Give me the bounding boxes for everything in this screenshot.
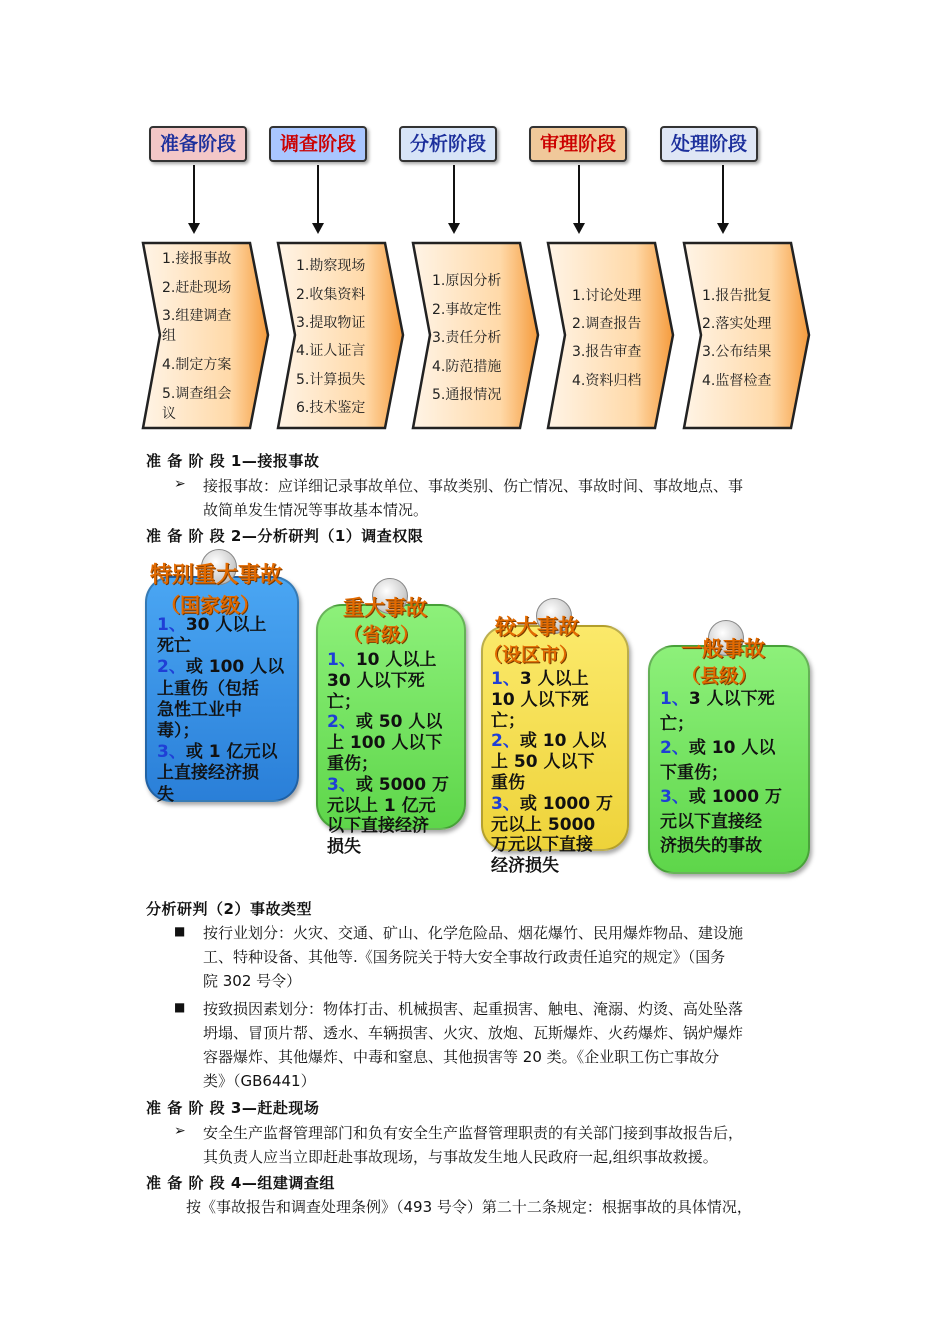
level-subtitle: （国家级） bbox=[160, 593, 260, 617]
level-title: 特别重大事故 bbox=[150, 563, 283, 588]
paragraph-line: 坍塌、冒顶片帮、透水、车辆损害、火灾、放炮、瓦斯爆炸、火药爆炸、锅炉爆炸 bbox=[203, 1024, 744, 1042]
stage-item: 1.勘察现场 bbox=[296, 258, 366, 274]
stage-header-analyze: 分析阶段 bbox=[399, 126, 497, 162]
level-condition-line: 济损失的事故 bbox=[660, 836, 762, 856]
level-condition-line: 3、或 1000 万 bbox=[491, 793, 613, 814]
level-condition-line: 1、30 人以上 bbox=[157, 615, 267, 635]
level-title: 重大事故 bbox=[343, 596, 427, 620]
level-condition-line: 上 50 人以下 bbox=[491, 752, 595, 773]
level-condition-line: 2、或 50 人以 bbox=[327, 712, 443, 733]
stage-header-review: 审理阶段 bbox=[529, 126, 627, 162]
paragraph-line: 按行业划分：火灾、交通、矿山、化学危险品、烟花爆竹、民用爆炸物品、建设施 bbox=[203, 924, 744, 942]
stage-header-investigate: 调查阶段 bbox=[269, 126, 367, 162]
level-condition-line: 3、或 1000 万 bbox=[660, 787, 782, 807]
level-condition-line: 3、或 1 亿元以 bbox=[157, 742, 278, 763]
level-condition-line: 2、或 10 人以 bbox=[491, 731, 607, 752]
paragraph-line: 类》（GB6441） bbox=[203, 1072, 316, 1090]
stage-item: 4.证人证言 bbox=[296, 343, 366, 359]
level-condition-line: 上 100 人以下 bbox=[327, 733, 443, 754]
level-condition-line: 3、或 5000 万 bbox=[327, 774, 449, 795]
level-condition-line: 亡； bbox=[491, 710, 525, 731]
paragraph-line: 按致损因素划分：物体打击、机械损害、起重损害、触电、淹溺、灼烫、高处坠落 bbox=[203, 1000, 744, 1018]
stage-header-handle: 处理阶段 bbox=[660, 126, 758, 162]
level-condition-line: 1、3 人以下死 bbox=[660, 689, 775, 709]
level-condition-line: 亡； bbox=[327, 691, 361, 712]
stage-item: 6.技术鉴定 bbox=[296, 400, 366, 416]
stage-item: 2.赶赴现场 bbox=[162, 280, 232, 296]
stage-item: 3.公布结果 bbox=[702, 344, 772, 360]
level-condition-line: 元以上 5000 bbox=[491, 814, 596, 835]
level-title: 较大事故 bbox=[495, 615, 579, 639]
level-condition-line: 2、或 100 人以 bbox=[157, 657, 285, 678]
stage-item: 2.调查报告 bbox=[572, 316, 642, 332]
section-heading: 准 备 阶 段 4—组建调查组 bbox=[146, 1174, 335, 1192]
level-condition-line: 元以下直接经 bbox=[660, 811, 762, 832]
stage-item: 5.通报情况 bbox=[432, 387, 502, 403]
level-condition-line: 2、或 10 人以 bbox=[660, 738, 776, 758]
level-condition-line: 10 人以下死 bbox=[491, 689, 589, 710]
stage-item: 4.制定方案 bbox=[162, 357, 232, 373]
stage-item: 1.原因分析 bbox=[432, 273, 502, 289]
paragraph-line: 安全生产监督管理部门和负有安全生产监督管理职责的有关部门接到事故报告后， bbox=[203, 1124, 744, 1142]
level-condition-line: 下重伤； bbox=[660, 762, 728, 783]
level-condition-line: 以下直接经济 bbox=[327, 816, 429, 837]
stage-item: 4.资料归档 bbox=[572, 373, 642, 389]
stage-item: 4.防范措施 bbox=[432, 359, 502, 375]
level-title: 一般事故 bbox=[681, 637, 765, 661]
stage-item: 2.落实处理 bbox=[702, 316, 772, 332]
section-heading: 准 备 阶 段 1—接报事故 bbox=[146, 452, 320, 470]
level-subtitle: （县级） bbox=[681, 665, 758, 687]
paragraph-line: 其负责人应当立即赶赴事故现场，与事故发生地人民政府一起,组织事故救援。 bbox=[203, 1148, 718, 1166]
stage-item: 3.报告审查 bbox=[572, 344, 642, 360]
paragraph-line: 接报事故：应详细记录事故单位、事故类别、伤亡情况、事故时间、事故地点、事 bbox=[203, 477, 744, 495]
stage-item: 5.计算损失 bbox=[296, 372, 366, 388]
stage-item: 组 bbox=[162, 328, 176, 344]
stage-item: 2.收集资料 bbox=[296, 287, 366, 303]
stage-item: 1.报告批复 bbox=[702, 288, 772, 304]
paragraph-line: 故简单发生情况等事故基本情况。 bbox=[203, 501, 429, 519]
paragraph-line: 工、特种设备、其他等.《国务院关于特大安全事故行政责任追究的规定》（国务 bbox=[203, 948, 726, 966]
level-condition-line: 毒）； bbox=[157, 721, 200, 741]
stage-item: 3.组建调查 bbox=[162, 308, 232, 324]
section-heading: 分析研判（2）事故类型 bbox=[146, 900, 312, 918]
stage-header-prepare: 准备阶段 bbox=[149, 126, 247, 162]
chevron-review bbox=[548, 243, 673, 428]
level-condition-line: 1、3 人以上 bbox=[491, 669, 589, 689]
arrow-bullet-icon: ➢ bbox=[174, 1123, 186, 1139]
paragraph-line: 院 302 号令） bbox=[203, 972, 302, 990]
level-condition-line: 失 bbox=[157, 784, 174, 805]
level-condition-line: 重伤； bbox=[327, 754, 378, 774]
stage-item: 1.讨论处理 bbox=[572, 288, 642, 304]
level-condition-line: 急性工业中 bbox=[157, 699, 242, 720]
level-condition-line: 上直接经济损 bbox=[157, 763, 259, 784]
level-condition-line: 30 人以下死 bbox=[327, 670, 425, 691]
chevron-handle bbox=[684, 243, 809, 428]
section-heading: 准 备 阶 段 3—赶赴现场 bbox=[146, 1099, 320, 1117]
level-condition-line: 亡； bbox=[660, 713, 694, 734]
stage-item: 1.接报事故 bbox=[162, 251, 232, 267]
stage-item: 3.提取物证 bbox=[296, 315, 366, 331]
stage-item: 5.调查组会 bbox=[162, 386, 232, 402]
square-bullet-icon: ■ bbox=[174, 924, 186, 938]
level-condition-line: 元以上 1 亿元 bbox=[327, 795, 436, 816]
level-condition-line: 上重伤（包括 bbox=[157, 678, 259, 699]
stage-item: 3.责任分析 bbox=[432, 330, 502, 346]
paragraph-line: 按《事故报告和调查处理条例》（493 号令）第二十二条规定：根据事故的具体情况， bbox=[186, 1198, 752, 1216]
stage-item: 议 bbox=[162, 406, 176, 422]
level-condition-line: 重伤 bbox=[491, 773, 525, 793]
square-bullet-icon: ■ bbox=[174, 1000, 186, 1014]
stage-item: 2.事故定性 bbox=[432, 302, 502, 318]
level-condition-line: 1、10 人以上 bbox=[327, 650, 437, 670]
level-condition-line: 损失 bbox=[327, 837, 361, 858]
level-condition-line: 死亡 bbox=[157, 636, 191, 657]
level-condition-line: 万元以下直接 bbox=[491, 835, 593, 856]
stage-item: 4.监督检查 bbox=[702, 373, 772, 389]
level-subtitle: （省级） bbox=[343, 624, 420, 646]
arrow-bullet-icon: ➢ bbox=[174, 476, 186, 492]
level-condition-line: 经济损失 bbox=[491, 856, 559, 877]
paragraph-line: 容器爆炸、其他爆炸、中毒和窒息、其他损害等 20 类。《企业职工伤亡事故分 bbox=[203, 1048, 720, 1066]
level-subtitle: （设区市） bbox=[483, 644, 579, 666]
section-heading: 准 备 阶 段 2—分析研判（1）调查权限 bbox=[146, 527, 424, 545]
